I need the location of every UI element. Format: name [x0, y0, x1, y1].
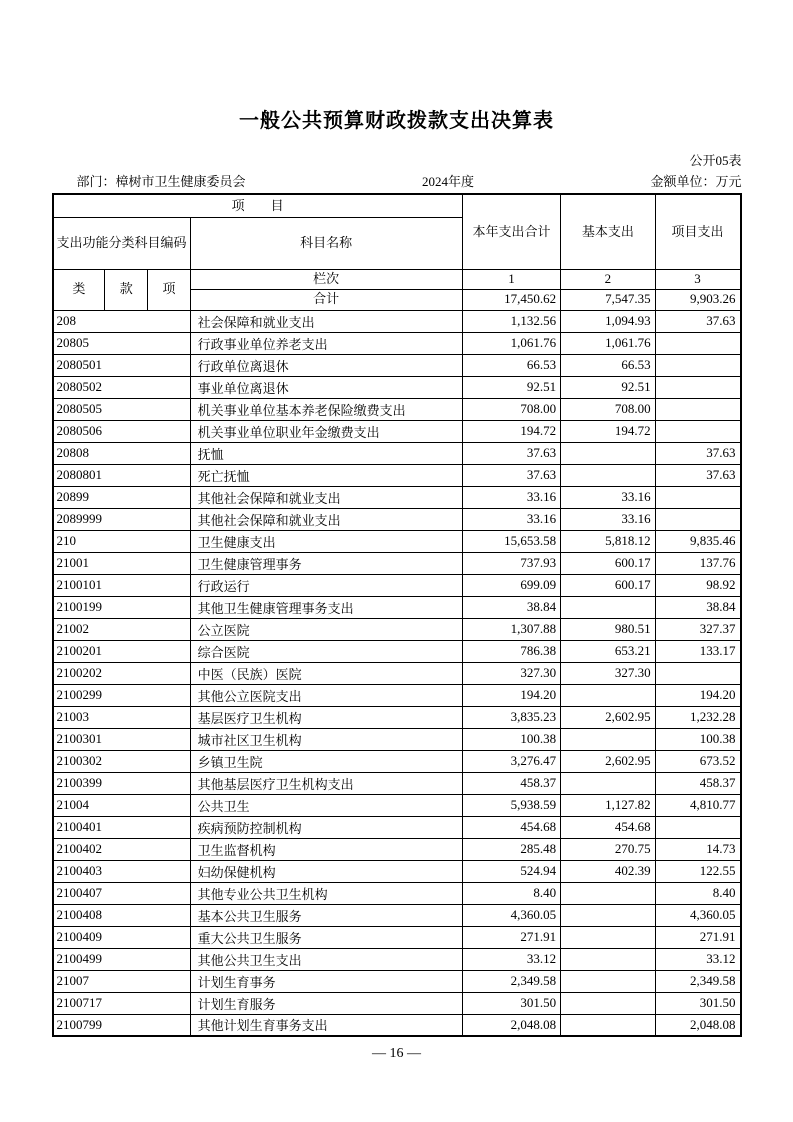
row-basic-cell: 33.16	[561, 508, 655, 530]
row-project-cell: 271.91	[655, 926, 740, 948]
row-total-cell: 737.93	[462, 552, 560, 574]
header-col-2: 2	[561, 269, 655, 289]
row-name-cell: 卫生健康支出	[190, 530, 462, 552]
row-total-cell: 8.40	[462, 882, 560, 904]
row-total-cell: 2,048.08	[462, 1014, 560, 1036]
row-basic-cell: 1,061.76	[561, 332, 655, 354]
row-total-cell: 708.00	[462, 398, 560, 420]
row-basic-cell	[561, 882, 655, 904]
row-code-cell: 2080801	[53, 464, 191, 486]
row-total-cell: 1,307.88	[462, 618, 560, 640]
row-name-cell: 其他卫生健康管理事务支出	[190, 596, 462, 618]
table-row	[53, 860, 741, 882]
row-total-cell: 92.51	[462, 376, 560, 398]
row-project-cell: 4,360.05	[655, 904, 740, 926]
row-name-cell: 抚恤	[190, 442, 462, 464]
row-total-cell: 33.16	[462, 508, 560, 530]
row-total-cell: 33.16	[462, 486, 560, 508]
header-column-index-label: 栏次	[190, 269, 462, 289]
row-basic-cell	[561, 772, 655, 794]
row-project-cell: 137.76	[655, 552, 740, 574]
table-row	[53, 464, 741, 486]
row-code-cell: 2080506	[53, 420, 191, 442]
table-row	[53, 662, 741, 684]
row-code-cell: 21003	[53, 706, 191, 728]
table-row	[53, 420, 741, 442]
table-row	[53, 706, 741, 728]
row-code-cell: 2100202	[53, 662, 191, 684]
row-name-cell: 计划生育事务	[190, 970, 462, 992]
row-total-cell: 1,132.56	[462, 310, 560, 332]
total-row-label: 合计	[190, 289, 462, 310]
row-project-cell	[655, 662, 740, 684]
table-row	[53, 948, 741, 970]
row-name-cell: 其他公立医院支出	[190, 684, 462, 706]
row-code-cell: 21004	[53, 794, 191, 816]
row-basic-cell: 1,094.93	[561, 310, 655, 332]
table-row	[53, 1014, 741, 1036]
row-total-cell: 3,276.47	[462, 750, 560, 772]
row-project-cell: 2,349.58	[655, 970, 740, 992]
row-code-cell: 21007	[53, 970, 191, 992]
row-total-cell: 15,653.58	[462, 530, 560, 552]
table-row	[53, 816, 741, 838]
row-project-cell: 327.37	[655, 618, 740, 640]
row-project-cell: 14.73	[655, 838, 740, 860]
row-project-cell: 1,232.28	[655, 706, 740, 728]
meta-fiscal-year: 2024年度	[421, 174, 474, 189]
row-total-cell: 524.94	[462, 860, 560, 882]
row-basic-cell: 66.53	[561, 354, 655, 376]
row-project-cell: 98.92	[655, 574, 740, 596]
row-code-cell: 2100199	[53, 596, 191, 618]
row-name-cell: 其他计划生育事务支出	[190, 1014, 462, 1036]
row-basic-cell	[561, 992, 655, 1014]
row-name-cell: 中医（民族）医院	[190, 662, 462, 684]
row-name-cell: 卫生健康管理事务	[190, 552, 462, 574]
header-col-1: 1	[462, 269, 560, 289]
table-row	[53, 772, 741, 794]
row-name-cell: 城市社区卫生机构	[190, 728, 462, 750]
row-basic-cell: 5,818.12	[561, 530, 655, 552]
row-basic-cell	[561, 970, 655, 992]
row-code-cell: 2100399	[53, 772, 191, 794]
table-row	[53, 992, 741, 1014]
row-name-cell: 行政单位离退休	[190, 354, 462, 376]
row-project-cell: 9,835.46	[655, 530, 740, 552]
row-project-cell	[655, 398, 740, 420]
row-code-cell: 21002	[53, 618, 191, 640]
table-row	[53, 376, 741, 398]
row-total-cell: 271.91	[462, 926, 560, 948]
row-code-cell: 2080505	[53, 398, 191, 420]
row-code-cell: 20808	[53, 442, 191, 464]
row-code-cell: 2100407	[53, 882, 191, 904]
row-project-cell: 37.63	[655, 310, 740, 332]
row-basic-cell	[561, 684, 655, 706]
row-basic-cell: 402.39	[561, 860, 655, 882]
table-row	[53, 552, 741, 574]
row-code-cell: 210	[53, 530, 191, 552]
header-col-3: 3	[655, 269, 740, 289]
row-name-cell: 卫生监督机构	[190, 838, 462, 860]
table-row	[53, 310, 741, 332]
row-project-cell	[655, 376, 740, 398]
row-total-cell: 3,835.23	[462, 706, 560, 728]
table-row	[53, 794, 741, 816]
row-project-cell	[655, 486, 740, 508]
row-basic-cell: 194.72	[561, 420, 655, 442]
row-name-cell: 重大公共卫生服务	[190, 926, 462, 948]
row-basic-cell: 2,602.95	[561, 750, 655, 772]
row-code-cell: 2089999	[53, 508, 191, 530]
row-code-cell: 2100499	[53, 948, 191, 970]
header-project-expenditure: 项目支出	[655, 194, 740, 269]
page-number: — 16 —	[372, 1046, 421, 1061]
row-basic-cell	[561, 728, 655, 750]
row-basic-cell: 600.17	[561, 574, 655, 596]
row-project-cell	[655, 508, 740, 530]
row-project-cell: 38.84	[655, 596, 740, 618]
table-body	[53, 310, 741, 1036]
header-row-project	[53, 194, 741, 217]
row-code-cell: 2100401	[53, 816, 191, 838]
row-code-cell: 2080502	[53, 376, 191, 398]
table-row	[53, 530, 741, 552]
row-project-cell: 2,048.08	[655, 1014, 740, 1036]
table-row	[53, 398, 741, 420]
row-name-cell: 基本公共卫生服务	[190, 904, 462, 926]
row-code-cell: 2100301	[53, 728, 191, 750]
page-title: 一般公共预算财政拨款支出决算表	[239, 110, 554, 132]
header-total-expenditure: 本年支出合计	[462, 194, 560, 269]
header-basic-expenditure: 基本支出	[561, 194, 655, 269]
row-total-cell: 454.68	[462, 816, 560, 838]
table-row	[53, 508, 741, 530]
row-total-cell: 37.63	[462, 464, 560, 486]
row-code-cell: 2100409	[53, 926, 191, 948]
row-code-cell: 2100408	[53, 904, 191, 926]
row-code-cell: 2100799	[53, 1014, 191, 1036]
row-code-cell: 2100201	[53, 640, 191, 662]
row-code-cell: 2100302	[53, 750, 191, 772]
table-row	[53, 838, 741, 860]
row-code-cell: 2100402	[53, 838, 191, 860]
header-item: 项	[148, 269, 190, 310]
row-code-cell: 20805	[53, 332, 191, 354]
row-basic-cell: 653.21	[561, 640, 655, 662]
table-row	[53, 750, 741, 772]
row-total-cell: 194.20	[462, 684, 560, 706]
meta-department: 部门：樟树市卫生健康委员会	[76, 174, 246, 189]
row-basic-cell	[561, 948, 655, 970]
table-row	[53, 882, 741, 904]
row-name-cell: 其他社会保障和就业支出	[190, 486, 462, 508]
row-basic-cell: 33.16	[561, 486, 655, 508]
total-row-basic: 7,547.35	[561, 289, 655, 310]
header-section: 款	[105, 269, 148, 310]
row-name-cell: 其他基层医疗卫生机构支出	[190, 772, 462, 794]
row-basic-cell: 980.51	[561, 618, 655, 640]
table-row	[53, 486, 741, 508]
table-row	[53, 618, 741, 640]
row-basic-cell	[561, 442, 655, 464]
row-name-cell: 公共卫生	[190, 794, 462, 816]
row-project-cell	[655, 354, 740, 376]
row-project-cell	[655, 420, 740, 442]
row-project-cell: 37.63	[655, 464, 740, 486]
row-total-cell: 38.84	[462, 596, 560, 618]
row-basic-cell	[561, 1014, 655, 1036]
row-total-cell: 699.09	[462, 574, 560, 596]
row-total-cell: 37.63	[462, 442, 560, 464]
table-row	[53, 728, 741, 750]
table-row	[53, 970, 741, 992]
table-row	[53, 596, 741, 618]
row-code-cell: 2100101	[53, 574, 191, 596]
row-name-cell: 社会保障和就业支出	[190, 310, 462, 332]
row-name-cell: 其他专业公共卫生机构	[190, 882, 462, 904]
row-total-cell: 100.38	[462, 728, 560, 750]
row-name-cell: 计划生育服务	[190, 992, 462, 1014]
row-name-cell: 机关事业单位职业年金缴费支出	[190, 420, 462, 442]
row-basic-cell: 327.30	[561, 662, 655, 684]
row-total-cell: 301.50	[462, 992, 560, 1014]
row-total-cell: 786.38	[462, 640, 560, 662]
row-basic-cell: 600.17	[561, 552, 655, 574]
row-project-cell: 673.52	[655, 750, 740, 772]
row-total-cell: 66.53	[462, 354, 560, 376]
row-project-cell: 100.38	[655, 728, 740, 750]
header-row-column-index	[53, 269, 741, 289]
table-number-note: 公开05表	[689, 153, 742, 168]
row-name-cell: 基层医疗卫生机构	[190, 706, 462, 728]
row-name-cell: 妇幼保健机构	[190, 860, 462, 882]
header-subject-name: 科目名称	[190, 217, 462, 269]
header-function-code: 支出功能分类科目编码	[53, 217, 191, 269]
table-row	[53, 640, 741, 662]
row-name-cell: 行政事业单位养老支出	[190, 332, 462, 354]
row-basic-cell: 708.00	[561, 398, 655, 420]
row-total-cell: 2,349.58	[462, 970, 560, 992]
row-total-cell: 1,061.76	[462, 332, 560, 354]
row-name-cell: 事业单位离退休	[190, 376, 462, 398]
total-row-project: 9,903.26	[655, 289, 740, 310]
row-name-cell: 乡镇卫生院	[190, 750, 462, 772]
row-total-cell: 33.12	[462, 948, 560, 970]
row-total-cell: 327.30	[462, 662, 560, 684]
table-row	[53, 442, 741, 464]
row-project-cell: 37.63	[655, 442, 740, 464]
row-code-cell: 2100717	[53, 992, 191, 1014]
table-row	[53, 904, 741, 926]
row-basic-cell: 92.51	[561, 376, 655, 398]
table-row	[53, 926, 741, 948]
row-total-cell: 194.72	[462, 420, 560, 442]
row-name-cell: 其他社会保障和就业支出	[190, 508, 462, 530]
meta-amount-unit: 金额单位：万元	[650, 174, 742, 189]
row-name-cell: 机关事业单位基本养老保险缴费支出	[190, 398, 462, 420]
row-project-cell: 133.17	[655, 640, 740, 662]
row-project-cell: 4,810.77	[655, 794, 740, 816]
row-name-cell: 综合医院	[190, 640, 462, 662]
row-total-cell: 458.37	[462, 772, 560, 794]
row-project-cell	[655, 816, 740, 838]
row-total-cell: 285.48	[462, 838, 560, 860]
meta-row	[52, 171, 742, 190]
row-code-cell: 2080501	[53, 354, 191, 376]
row-basic-cell: 1,127.82	[561, 794, 655, 816]
header-project-group: 项 目	[53, 194, 463, 217]
row-project-cell: 122.55	[655, 860, 740, 882]
row-basic-cell	[561, 926, 655, 948]
row-name-cell: 公立医院	[190, 618, 462, 640]
row-basic-cell	[561, 464, 655, 486]
row-code-cell: 21001	[53, 552, 191, 574]
table-row	[53, 684, 741, 706]
row-project-cell: 194.20	[655, 684, 740, 706]
budget-table	[52, 193, 742, 1037]
row-total-cell: 4,360.05	[462, 904, 560, 926]
row-code-cell: 208	[53, 310, 191, 332]
table-row	[53, 354, 741, 376]
row-code-cell: 2100403	[53, 860, 191, 882]
row-code-cell: 2100299	[53, 684, 191, 706]
header-class: 类	[53, 269, 105, 310]
row-total-cell: 5,938.59	[462, 794, 560, 816]
row-project-cell: 8.40	[655, 882, 740, 904]
row-basic-cell	[561, 596, 655, 618]
row-basic-cell	[561, 904, 655, 926]
row-basic-cell: 2,602.95	[561, 706, 655, 728]
row-project-cell: 458.37	[655, 772, 740, 794]
row-code-cell: 20899	[53, 486, 191, 508]
row-name-cell: 其他公共卫生支出	[190, 948, 462, 970]
row-basic-cell: 454.68	[561, 816, 655, 838]
table-row	[53, 574, 741, 596]
row-project-cell	[655, 332, 740, 354]
row-name-cell: 疾病预防控制机构	[190, 816, 462, 838]
table-row	[53, 332, 741, 354]
row-project-cell: 33.12	[655, 948, 740, 970]
row-name-cell: 死亡抚恤	[190, 464, 462, 486]
row-project-cell: 301.50	[655, 992, 740, 1014]
total-row-total: 17,450.62	[462, 289, 560, 310]
row-name-cell: 行政运行	[190, 574, 462, 596]
row-basic-cell: 270.75	[561, 838, 655, 860]
